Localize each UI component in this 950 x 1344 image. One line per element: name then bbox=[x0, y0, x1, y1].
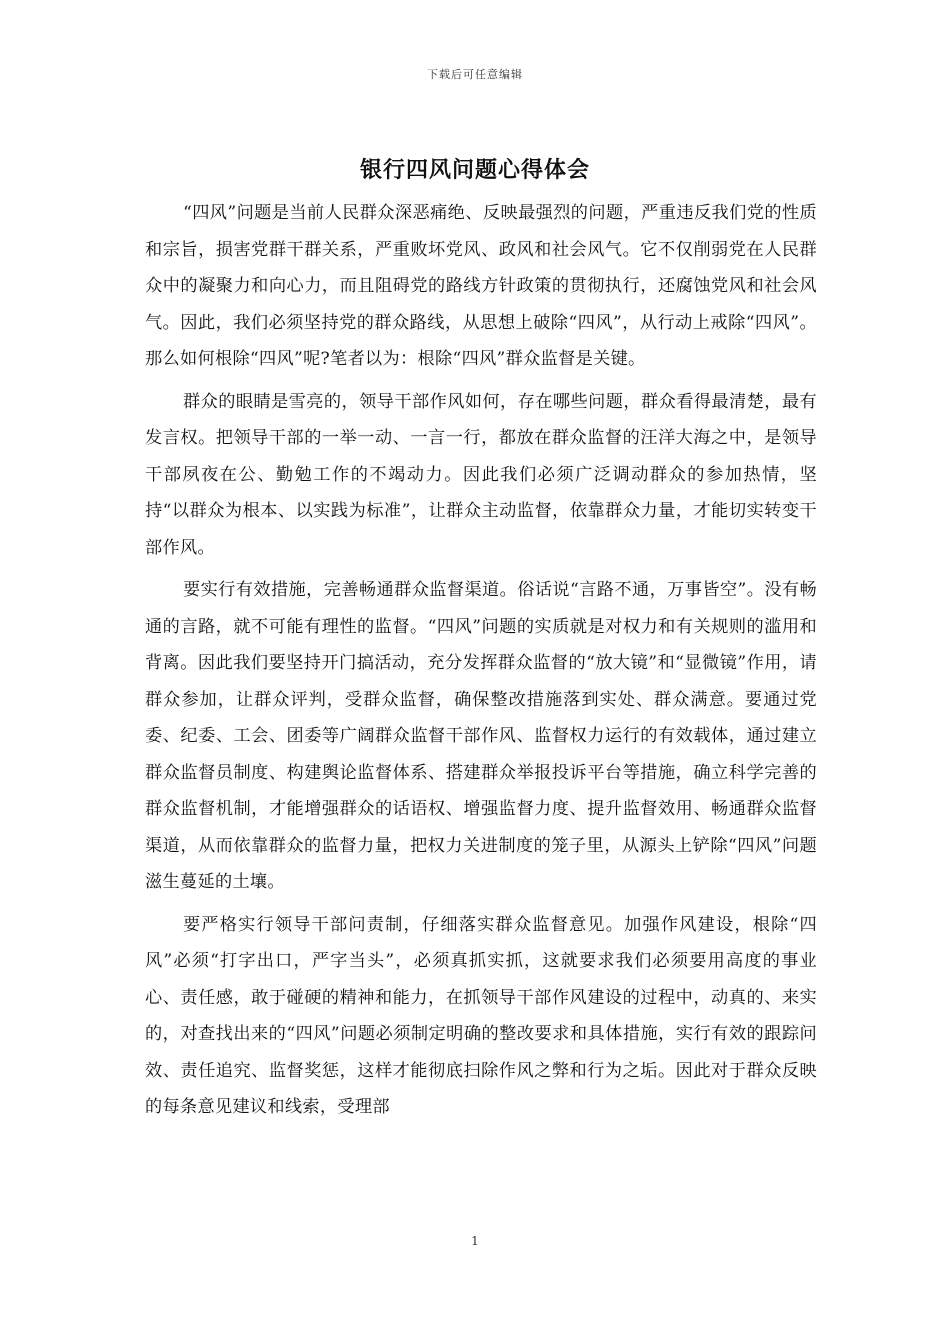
header-note: 下载后可任意编辑 bbox=[427, 68, 523, 81]
paragraph-4: 要严格实行领导干部问责制，仔细落实群众监督意见。加强作风建设，根除“四风”必须“打字出口，严字当头”，必须真抓实抓，这就要求我们必须要用高度的事业心、责任感，敢于碰硬的精神和能力，在抓领导干部作风建设的过程中，动真的、来实的，对查找出来的“四风”问题必须制定明确的整改要求和具体措施，实行有效的跟踪问效、责任追究、监督奖惩，这样才能彻底扫除作风之弊和行为之垢。因此对于群众反映的每条意见建议和线索，受理部 bbox=[145, 914, 817, 1117]
paragraph-2: 群众的眼睛是雪亮的，领导干部作风如何，存在哪些问题，群众看得最清楚，最有发言权。把领导干部的一举一动、一言一行，都放在群众监督的汪洋大海之中，是领导干部夙夜在公、勤勉工作的不竭动力。因此我们必须广泛调动群众的参加热情，坚持“以群众为根本、以实践为标准”，让群众主动监督，依靠群众力量，才能切实转变干部作风。 bbox=[145, 391, 817, 558]
document-title: 银行四风问题心得体会 bbox=[359, 157, 590, 183]
document-body bbox=[145, 195, 817, 1132]
paragraph-3: 要实行有效措施，完善畅通群众监督渠道。俗话说“言路不通，万事皆空”。没有畅通的言路，就不可能有理性的监督。“四风”问题的实质就是对权力和有关规则的滥用和背离。因此我们要坚持开门搞活动，充分发挥群众监督的“放大镜”和“显微镜”作用，请群众参加，让群众评判，受群众监督，确保整改措施落到实处、群众满意。要通过党委、纪委、工会、团委等广阔群众监督干部作风、监督权力运行的有效载体，通过建立群众监督员制度、构建舆论监督体系、搭建群众举报投诉平台等措施，确立科学完善的群众监督机制，才能增强群众的话语权、增强监督力度、提升监督效用、畅通群众监督渠道，从而依靠群众的监督力量，把权力关进制度的笼子里，从源头上铲除“四风”问题滋生蔓延的土壤。 bbox=[145, 580, 817, 892]
paragraph-1: “四风”问题是当前人民群众深恶痛绝、反映最强烈的问题，严重违反我们党的性质和宗旨，损害党群干群关系，严重败坏党风、政风和社会风气。它不仅削弱党在人民群众中的凝聚力和向心力，而且阻碍党的路线方针政策的贯彻执行，还腐蚀党风和社会风气。因此，我们必须坚持党的群众路线，从思想上破除“四风”，从行动上戒除“四风”。那么如何根除“四风”呢?笔者以为：根除“四风”群众监督是关键。 bbox=[145, 203, 817, 369]
page-number: 1 bbox=[471, 1234, 479, 1248]
